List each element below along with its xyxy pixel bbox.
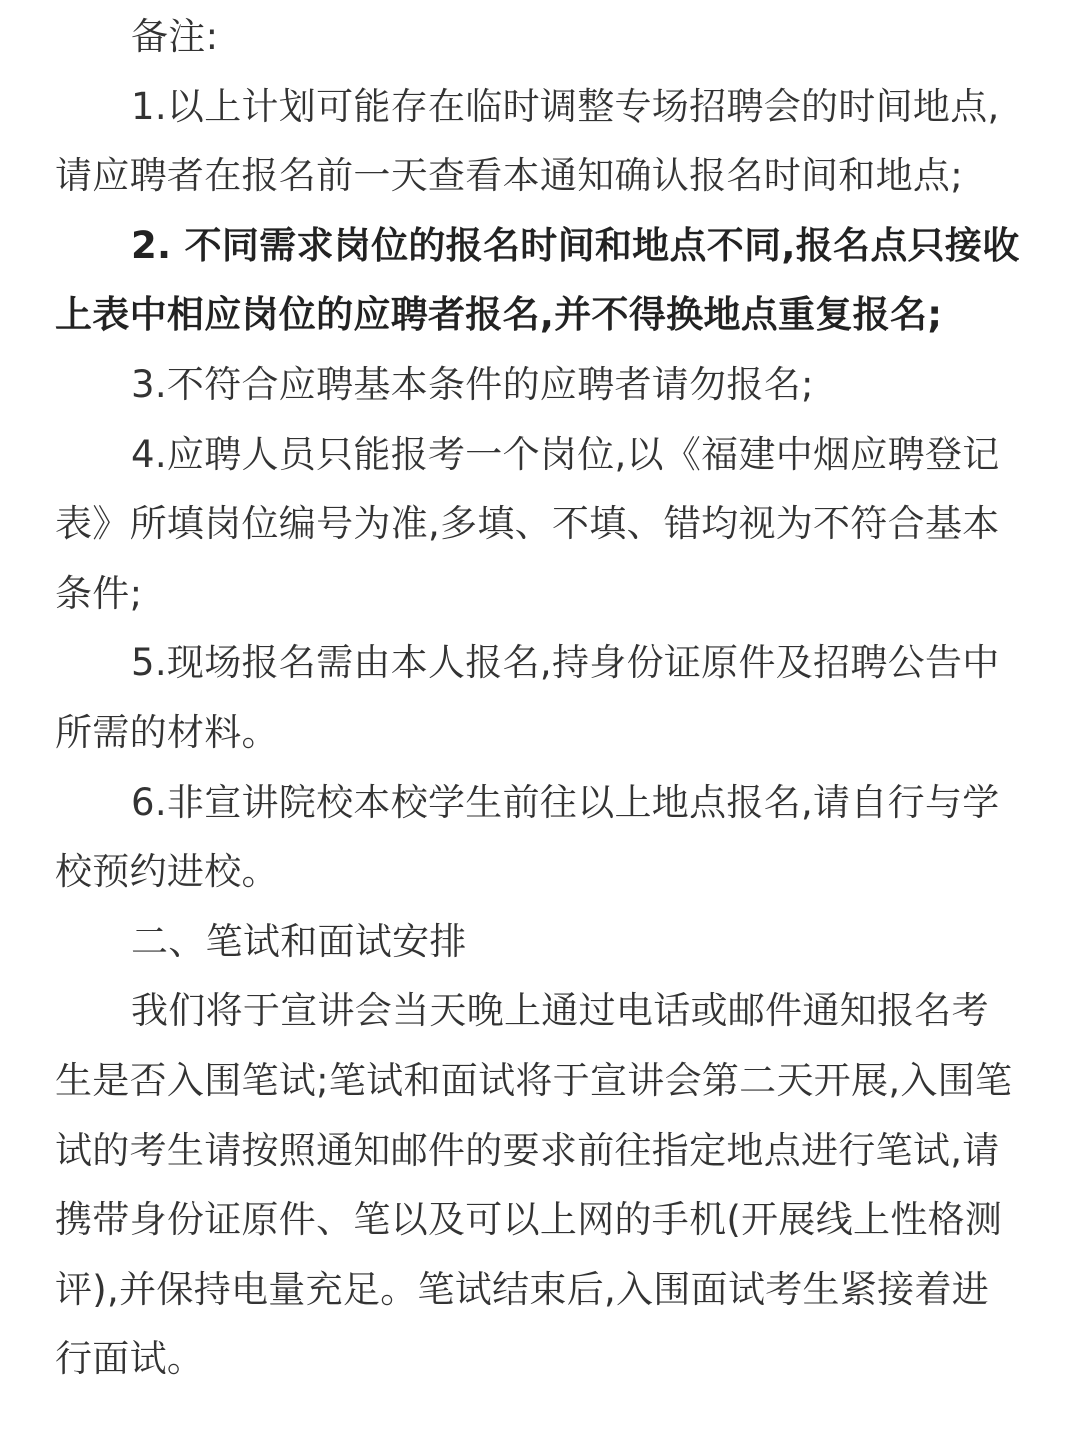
notes-heading: 备注: (131, 15, 219, 58)
section-body-exam: 我们将于宣讲会当天晚上通过电话或邮件通知报名考生是否入围笔试;笔试和面试将于宣讲会第二天开展,入围笔试的考生请按照通知邮件的要求前往指定地点进行笔试,请携带身份证原件、笔以及可以上网的手机(开展线上性格测评),并保持电量充足。笔试结束后,入围面试考生紧接着进行面试。 (55, 989, 1013, 1381)
note-item-4: 4.应聘人员只能报考一个岗位,以《福建中烟应聘登记表》所填岗位编号为准,多填、不填、错均视为不符合基本条件; (55, 432, 1000, 615)
note-item-6: 6.非宣讲院校本校学生前往以上地点报名,请自行与学校预约进校。 (55, 780, 1000, 894)
document-body (55, 2, 1020, 1394)
section-heading-exam: 二、笔试和面试安排 (131, 919, 467, 963)
note-item-2: 2. 不同需求岗位的报名时间和地点不同,报名点只接收上表中相应岗位的应聘者报名,并不得换地点重复报名; (55, 223, 1020, 337)
note-item-1: 1.以上计划可能存在临时调整专场招聘会的时间地点,请应聘者在报名前一天查看本通知确认报名时间和地点; (55, 84, 1000, 198)
note-item-3: 3.不符合应聘基本条件的应聘者请勿报名; (131, 362, 814, 406)
note-item-5: 5.现场报名需由本人报名,持身份证原件及招聘公告中所需的材料。 (55, 641, 1000, 754)
